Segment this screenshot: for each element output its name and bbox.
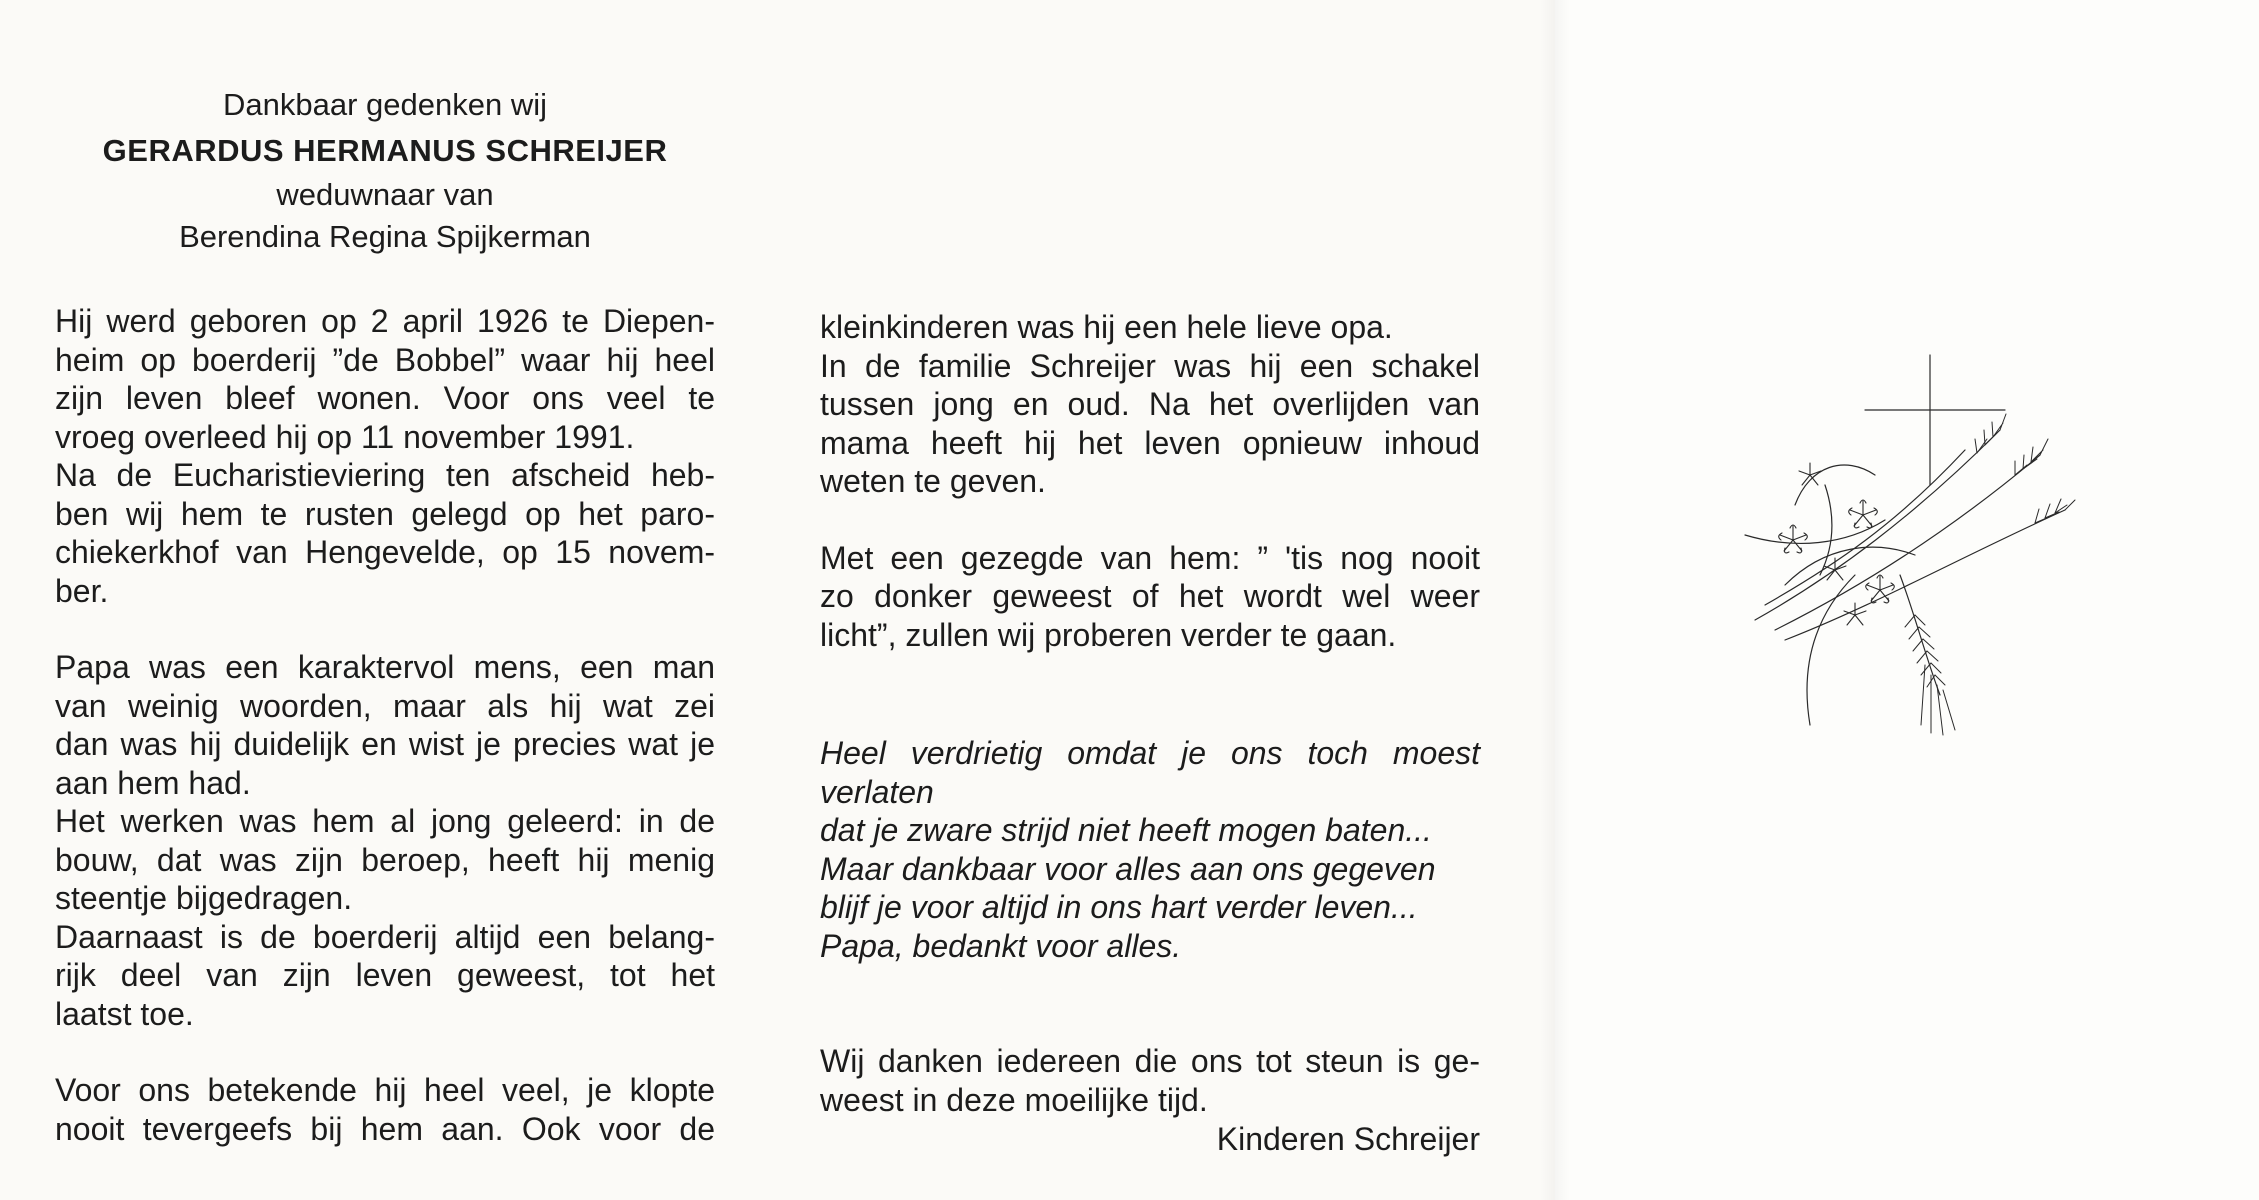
card-fold: [1540, 0, 1570, 1200]
text-line: Daarnaast is de boerderij altijd een belang-: [55, 918, 715, 955]
paragraph-character: [55, 648, 715, 1033]
memorial-poem: [820, 734, 1480, 965]
poem-line: Heel verdrietig omdat je ons toch moest: [820, 735, 1480, 771]
text-line: zijn leven bleef wonen. Voor ons veel te: [55, 380, 715, 416]
text-column-right: [820, 308, 1480, 654]
poem-line: verlaten: [820, 773, 934, 810]
text-line: ben wij hem te rusten gelegd op het paro-: [55, 495, 715, 532]
text-line: Voor ons betekende hij heel veel, je klopte: [55, 1072, 715, 1108]
signature: Kinderen Schreijer: [1216, 1121, 1480, 1157]
text-line: laatst toe.: [55, 995, 194, 1032]
text-line: weten te geven.: [820, 463, 1046, 499]
text-line: Met een gezegde van hem: ” 'tis nog nooit: [820, 539, 1480, 576]
text-line: mama heeft hij het leven opnieuw inhoud: [820, 424, 1480, 461]
text-line: chiekerkhof van Hengevelde, op 15 novem-: [55, 534, 715, 570]
text-line: Hij werd geboren op 2 april 1926 te Diepen-: [55, 303, 715, 339]
poem-line: Maar dankbaar voor alles aan ons gegeven: [820, 850, 1436, 887]
paragraph-birth: [55, 302, 715, 610]
thanks-note: [820, 1042, 1480, 1119]
cross-with-wheat-and-flowers-icon: [1715, 345, 2115, 815]
intro-line: Dankbaar gedenken wij: [223, 87, 547, 122]
text-line: heim op boerderij ”de Bobbel” waar hij heel: [55, 341, 715, 378]
text-line: Het werken was hem al jong geleerd: in de: [55, 803, 715, 839]
text-line: Wij danken iedereen die ons tot steun is ge-: [820, 1043, 1480, 1079]
flower-icon: [1779, 463, 1895, 625]
text-line: In de familie Schreijer was hij een schakel: [820, 347, 1480, 384]
text-line: rijk deel van zijn leven geweest, tot het: [55, 957, 715, 993]
text-line: zo donker geweest of het wordt wel weer: [820, 578, 1480, 614]
text-line: licht”, zullen wij proberen verder te gaan.: [820, 616, 1397, 653]
text-line: weest in deze moeilijke tijd.: [820, 1081, 1208, 1118]
text-column-left: [55, 302, 715, 1148]
text-line: dan was hij duidelijk en wist je precies wat je: [55, 726, 715, 762]
poem-line: Papa, bedankt voor alles.: [820, 927, 1182, 964]
spouse-name: Berendina Regina Spijkerman: [179, 219, 591, 254]
poem-line: dat je zware strijd niet heeft mogen baten...: [820, 812, 1432, 848]
cross-icon: [1865, 355, 2005, 485]
text-line: Papa was een karaktervol mens, een man: [55, 649, 715, 685]
text-line: van weinig woorden, maar als hij wat zei: [55, 687, 715, 724]
text-line: aan hem had.: [55, 764, 251, 801]
poem-line: blijf je voor altijd in ons hart verder leven...: [820, 889, 1418, 925]
text-line: nooit tevergeefs bij hem aan. Ook voor de: [55, 1110, 715, 1147]
text-line: steentje bijgedragen.: [55, 880, 353, 916]
paragraph-meaning: [55, 1071, 715, 1148]
paragraph-saying: [820, 539, 1480, 655]
text-line: ber.: [55, 572, 109, 609]
paragraph-grandchildren: [820, 308, 1480, 501]
text-line: kleinkinderen was hij een hele lieve opa.: [820, 309, 1393, 345]
text-line: vroeg overleed hij op 11 november 1991.: [55, 418, 635, 455]
text-line: tussen jong en oud. Na het overlijden van: [820, 386, 1480, 422]
card-header: [55, 84, 715, 258]
text-line: Na de Eucharistieviering ten afscheid heb-: [55, 457, 715, 493]
wheat-icon: [1745, 414, 2075, 735]
relation-line: weduwnaar van: [276, 177, 494, 212]
deceased-name: GERARDUS HERMANUS SCHREIJER: [102, 133, 668, 168]
text-line: bouw, dat was zijn beroep, heeft hij menig: [55, 841, 715, 878]
